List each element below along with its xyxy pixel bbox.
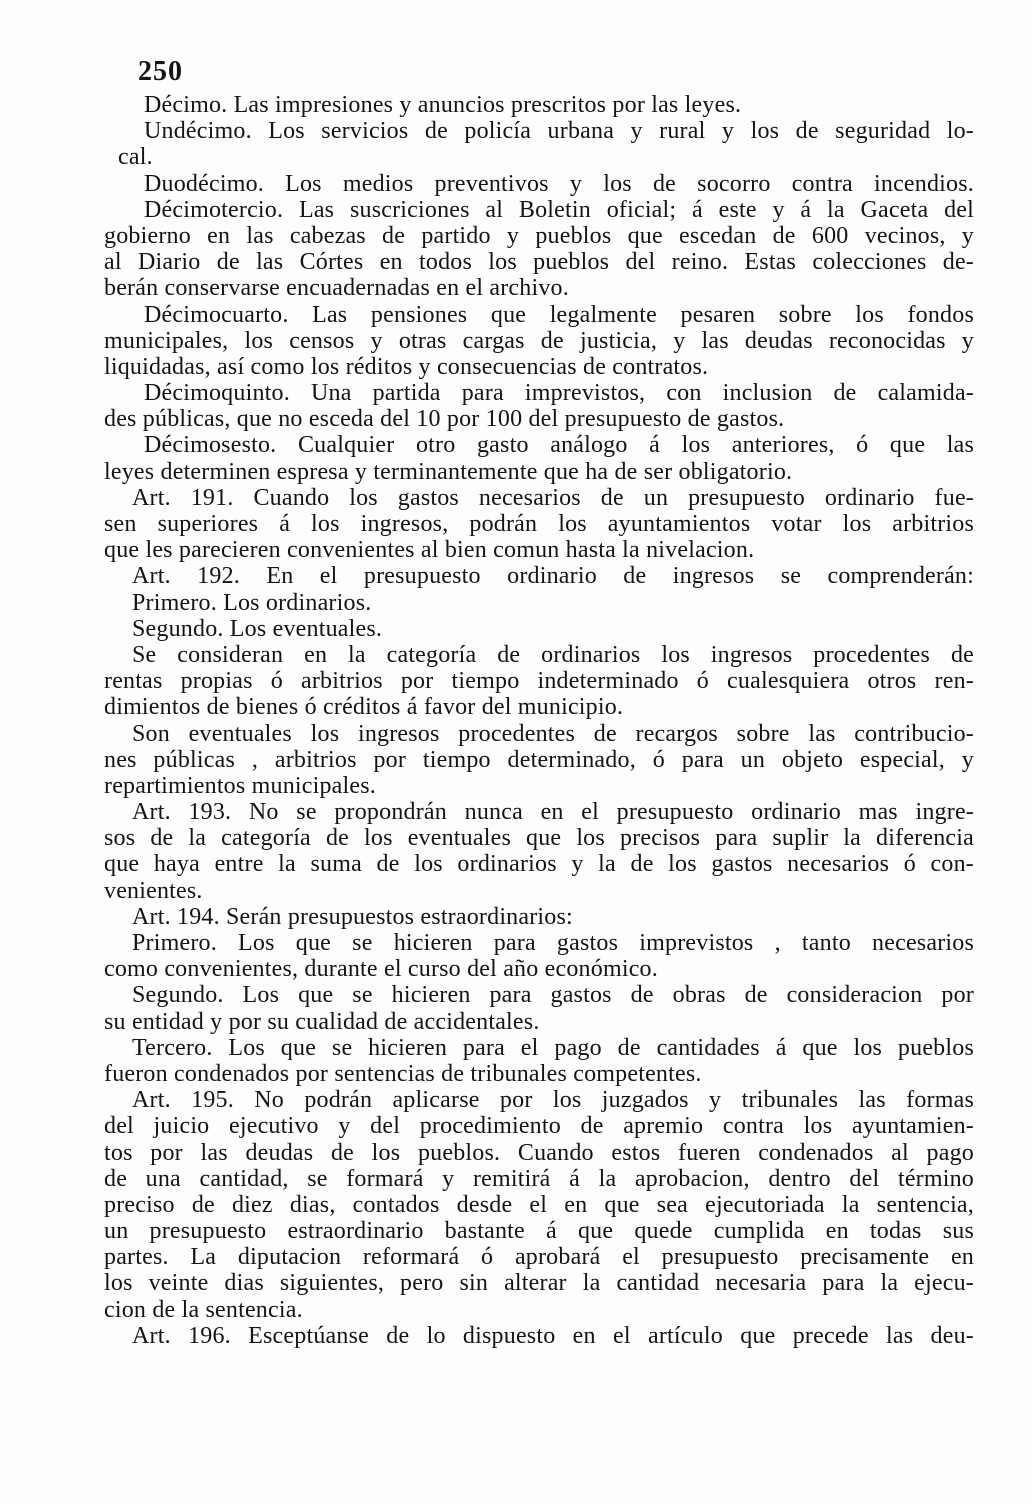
text-line: municipales, los censos y otras cargas de justicia, y las deudas reconocidas y xyxy=(104,327,974,354)
body-text xyxy=(104,92,974,1349)
text-line: Se consideran en la categoría de ordinarios los ingresos procedentes de xyxy=(132,641,974,668)
text-line: preciso de diez dias, contados desde el en que sea ejecutoriada la sentencia, xyxy=(104,1191,974,1218)
text-line: liquidadas, así como los réditos y consecuencias de contratos. xyxy=(104,353,709,380)
text-line: del juicio ejecutivo y del procedimiento de apremio contra los ayuntamien- xyxy=(104,1113,974,1140)
text-line: Décimocuarto. Las pensiones que legalmente pesaren sobre los fondos xyxy=(144,301,974,328)
text-line: que haya entre la suma de los ordinarios y la de los gastos necesarios ó con- xyxy=(104,851,974,878)
text-line: Art. 191. Cuando los gastos necesarios de un presupuesto ordinario fue- xyxy=(132,484,974,511)
text-line: Primero. Los que se hicieren para gastos imprevistos , tanto necesarios xyxy=(132,930,974,956)
text-line: leyes determinen espresa y terminantemente que ha de ser obligatorio. xyxy=(104,458,793,485)
text-line: repartimientos municipales. xyxy=(104,772,376,799)
text-line: rentas propias ó arbitrios por tiempo indeterminado ó cualesquiera otros ren- xyxy=(104,668,974,695)
text-line: Décimotercio. Las suscriciones al Boletin oficial; á este y á la Gaceta del xyxy=(144,196,974,223)
text-line: Duodécimo. Los medios preventivos y los de socorro contra incendios. xyxy=(144,170,974,197)
text-line: Art. 193. No se propondrán nunca en el presupuesto ordinario mas ingre- xyxy=(132,799,974,826)
text-line: Son eventuales los ingresos procedentes de recargos sobre las contribucio- xyxy=(132,720,974,747)
text-line: dimientos de bienes ó créditos á favor del municipio. xyxy=(104,694,624,721)
text-line: berán conservarse encuadernadas en el archivo. xyxy=(104,275,569,302)
text-line: al Diario de las Córtes en todos los pueblos del reino. Estas colecciones de- xyxy=(104,249,974,276)
text-line: Décimoquinto. Una partida para imprevistos, con inclusion de calamida- xyxy=(144,380,974,407)
text-line: cion de la sentencia. xyxy=(104,1296,303,1323)
text-line: partes. La diputacion reformará ó aprobará el presupuesto precisamente en xyxy=(104,1244,974,1271)
text-line: Art. 195. No podrán aplicarse por los juzgados y tribunales las formas xyxy=(132,1087,974,1114)
text-line: Undécimo. Los servicios de policía urbana y rural y los de seguridad lo- xyxy=(144,118,974,145)
text-line: nes públicas , arbitrios por tiempo determinado, ó para un objeto especial, y xyxy=(104,746,974,773)
text-line: Art. 192. En el presupuesto ordinario de ingresos se comprenderán: xyxy=(132,563,974,590)
text-line: Primero. Los ordinarios. xyxy=(132,589,372,616)
text-line: sen superiores á los ingresos, podrán los ayuntamientos votar los arbitrios xyxy=(104,511,974,537)
text-line: de una cantidad, se formará y remitirá á la aprobacion, dentro del término xyxy=(104,1165,974,1192)
text-line: que les parecieren convenientes al bien comun hasta la nivelacion. xyxy=(104,537,755,564)
page-number: 250 xyxy=(138,56,183,87)
text-line: cal. xyxy=(118,144,153,171)
text-line: su entidad y por su cualidad de accidentales. xyxy=(104,1008,540,1035)
text-line: como convenientes, durante el curso del año económico. xyxy=(104,956,658,983)
text-line: sos de la categoría de los eventuales que los precisos para suplir la diferencia xyxy=(104,825,974,852)
text-line: Tercero. Los que se hicieren para el pago de cantidades á que los pueblos xyxy=(132,1034,974,1061)
text-line: Décimosesto. Cualquier otro gasto análogo á los anteriores, ó que las xyxy=(144,432,974,459)
text-line: Art. 194. Serán presupuestos estraordinarios: xyxy=(132,903,573,930)
text-line: tos por las deudas de los pueblos. Cuando estos fueren condenados al pago xyxy=(104,1139,974,1166)
text-line: los veinte dias siguientes, pero sin alterar la cantidad necesaria para la ejecu- xyxy=(104,1270,974,1297)
text-line: Segundo. Los que se hicieren para gastos de obras de consideracion por xyxy=(132,982,974,1009)
text-line: Art. 196. Esceptúanse de lo dispuesto en el artículo que precede las deu- xyxy=(132,1322,974,1349)
text-line: Segundo. Los eventuales. xyxy=(132,615,383,642)
text-line: venientes. xyxy=(104,877,203,904)
text-line: Décimo. Las impresiones y anuncios prescritos por las leyes. xyxy=(144,92,742,118)
text-line: fueron condenados por sentencias de tribunales competentes. xyxy=(104,1060,702,1087)
text-line: des públicas, que no esceda del 10 por 100 del presupuesto de gastos. xyxy=(104,406,785,433)
text-line: un presupuesto estraordinario bastante á que quede cumplida en todas sus xyxy=(104,1218,974,1245)
text-line: gobierno en las cabezas de partido y pueblos que escedan de 600 vecinos, y xyxy=(104,222,974,249)
